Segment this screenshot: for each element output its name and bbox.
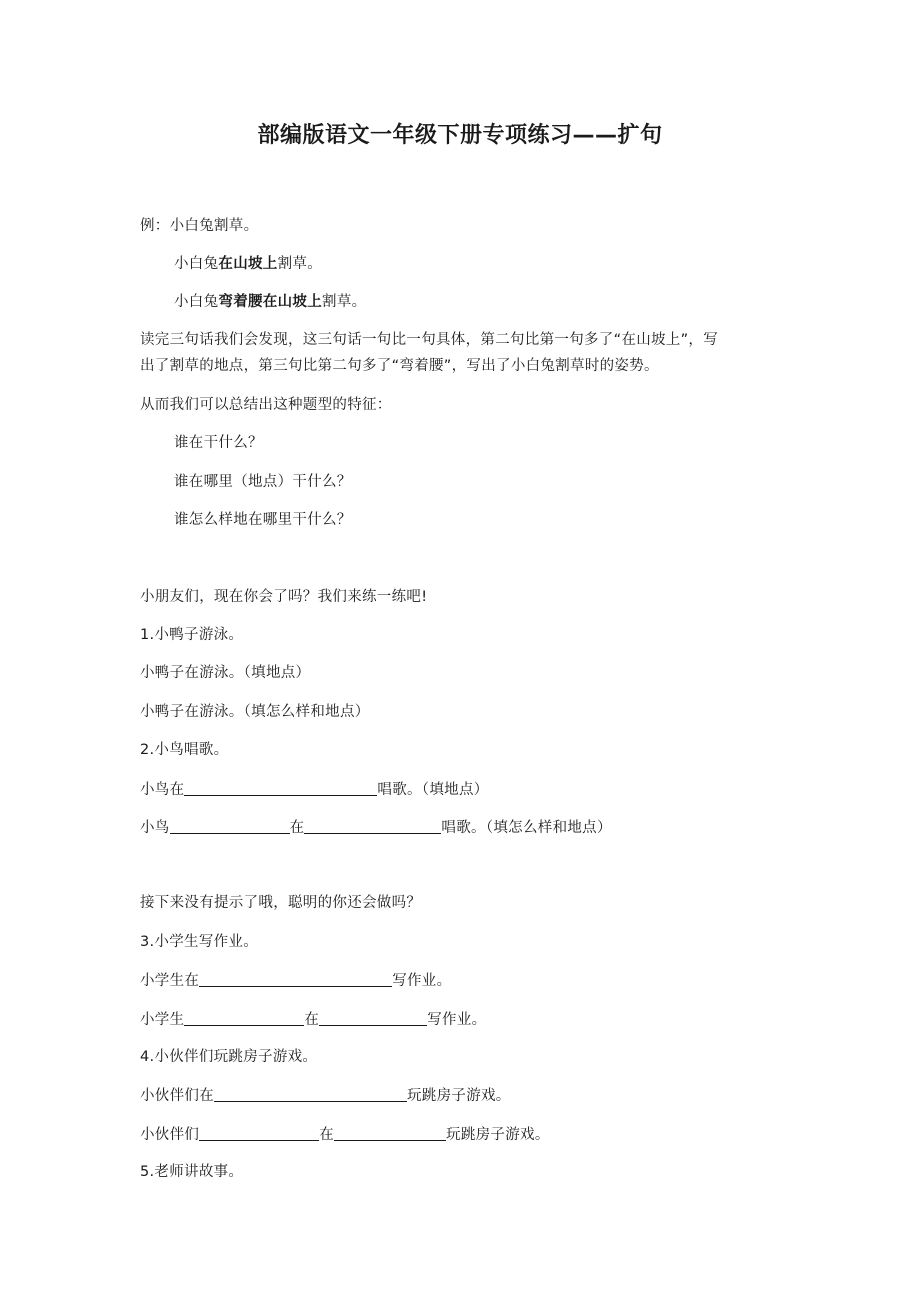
example-line-2: 小白兔在山坡上割草。 xyxy=(174,256,323,272)
example-line-3: 小白兔弯着腰在山坡上割草。 xyxy=(174,294,367,310)
explanation-line-1: 读完三句话我们会发现，这三句话一句比一句具体，第二句比第一句多了“在山坡上”，写 xyxy=(140,332,719,348)
exercise-1-prompt: 1.小鸭子游泳。 xyxy=(140,627,244,643)
answer-blank[interactable] xyxy=(170,817,290,834)
emphasis-text: 在山坡上 xyxy=(218,256,278,272)
exercise-4-prompt: 4.小伙伴们玩跳房子游戏。 xyxy=(140,1049,318,1065)
example-line-1: 例：小白兔割草。 xyxy=(140,218,259,234)
summary-line: 从而我们可以总结出这种题型的特征： xyxy=(140,397,392,413)
explanation-line-2: 出了割草的地点，第三句比第二句多了“弯着腰”，写出了小白兔割草时的姿势。 xyxy=(140,358,659,374)
exercise-2-prompt: 2.小鸟唱歌。 xyxy=(140,742,229,758)
exercise-5-prompt: 5.老师讲故事。 xyxy=(140,1164,244,1180)
answer-blank[interactable] xyxy=(199,1124,319,1141)
answer-blank[interactable] xyxy=(334,1124,446,1141)
exercise-1-line-2: 小鸭子在游泳。（填地点） xyxy=(140,665,311,681)
answer-blank[interactable] xyxy=(184,1009,304,1026)
exercise-2-line-2: 小鸟在 唱歌。（填地点） xyxy=(140,779,489,800)
pattern-3: 谁怎么样地在哪里干什么？ xyxy=(174,512,352,528)
practice-intro: 小朋友们，现在你会了吗？我们来练一练吧! xyxy=(140,589,428,605)
page-title: 部编版语文一年级下册专项练习——扩句 xyxy=(257,123,663,148)
emphasis-text: 弯着腰在山坡上 xyxy=(218,294,323,310)
pattern-2: 谁在哪里（地点）干什么？ xyxy=(174,474,352,490)
exercise-3-line-2: 小学生在 写作业。 xyxy=(140,970,451,991)
practice-intro-2: 接下来没有提示了哦，聪明的你还会做吗？ xyxy=(140,895,422,911)
answer-blank[interactable] xyxy=(304,817,441,834)
exercise-3-prompt: 3.小学生写作业。 xyxy=(140,934,259,950)
exercise-3-line-3: 小学生 在 写作业。 xyxy=(140,1009,486,1030)
answer-blank[interactable] xyxy=(319,1009,427,1026)
pattern-1: 谁在干什么？ xyxy=(174,435,263,451)
exercise-1-line-3: 小鸭子在游泳。（填怎么样和地点） xyxy=(140,704,370,720)
exercise-4-line-2: 小伙伴们在 玩跳房子游戏。 xyxy=(140,1085,511,1106)
exercise-2-line-3: 小鸟 在 唱歌。（填怎么样和地点） xyxy=(140,817,612,838)
answer-blank[interactable] xyxy=(184,779,377,796)
exercise-4-line-3: 小伙伴们 在 玩跳房子游戏。 xyxy=(140,1124,550,1145)
answer-blank[interactable] xyxy=(214,1085,407,1102)
answer-blank[interactable] xyxy=(199,970,392,987)
